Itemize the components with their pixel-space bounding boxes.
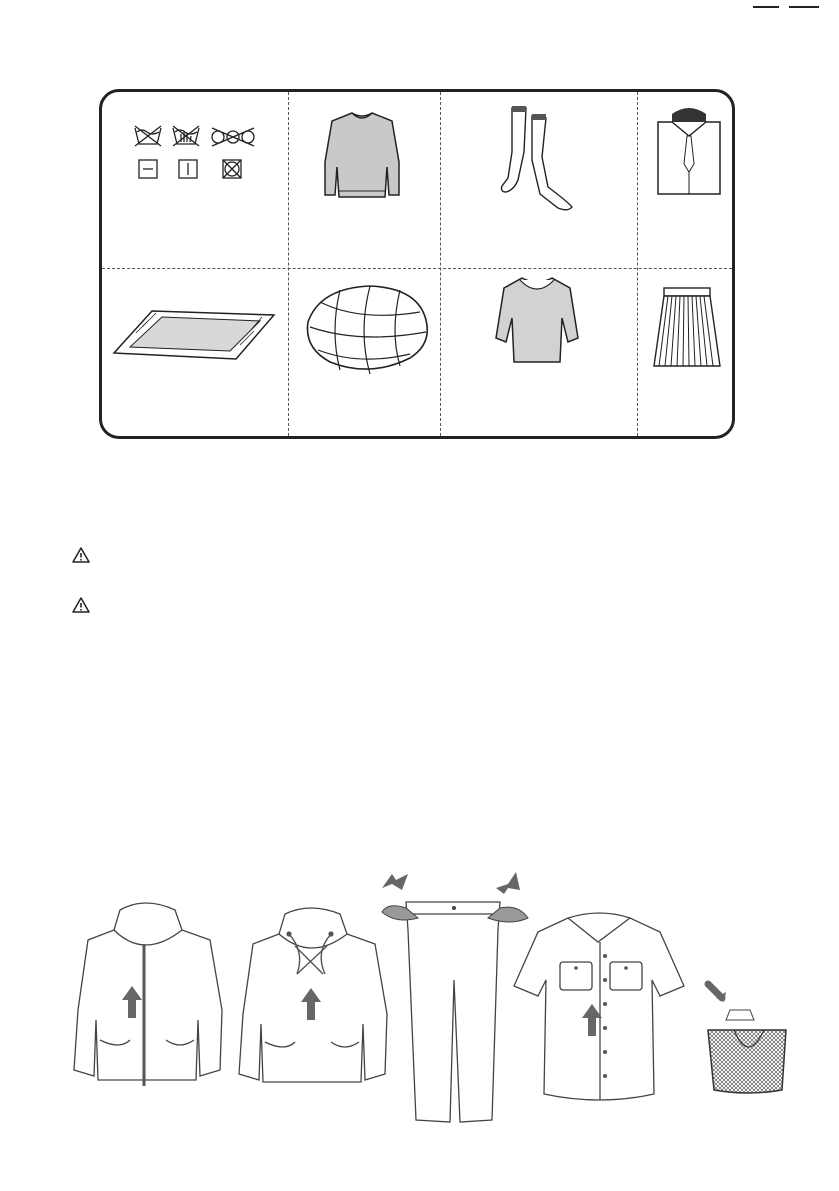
flat-dry-icon <box>139 160 157 178</box>
no-wash-icon <box>135 126 161 146</box>
laundry-bag-icon <box>704 980 792 1098</box>
header-rule-left <box>753 6 779 8</box>
grid-divider <box>102 268 732 269</box>
grid-divider <box>440 92 441 436</box>
care-symbols <box>127 122 267 192</box>
no-dry-clean-icon <box>212 128 254 146</box>
rug <box>112 307 277 362</box>
dress-shirt <box>654 104 726 199</box>
stockings <box>492 102 582 217</box>
drawstring-hoodie-icon <box>235 906 393 1090</box>
line-dry-icon <box>179 160 197 178</box>
blouse <box>492 272 582 367</box>
rug-icon <box>112 307 277 362</box>
hand-wash-icon <box>173 126 199 146</box>
pleated-skirt-icon <box>650 284 725 374</box>
stockings-icon <box>492 102 582 217</box>
warning-icon <box>72 547 90 563</box>
blouse-icon <box>492 272 582 367</box>
zip-hoodie-icon <box>70 900 228 1090</box>
warning-icon <box>72 597 90 613</box>
header-rule-right <box>789 6 819 8</box>
grid-divider <box>637 92 638 436</box>
grid-divider <box>288 92 289 436</box>
sweater <box>317 107 407 207</box>
no-tumble-dry-icon <box>223 160 241 178</box>
pleated-skirt <box>650 284 725 374</box>
pillow-icon <box>300 282 435 377</box>
care-symbols-graphic <box>127 122 267 192</box>
pillow <box>300 282 435 377</box>
preparation-illustrations <box>0 870 839 1150</box>
button-shirt-icon <box>510 908 688 1108</box>
sweater-icon <box>317 107 407 207</box>
dress-shirt-icon <box>654 104 726 199</box>
care-grid <box>99 89 735 439</box>
